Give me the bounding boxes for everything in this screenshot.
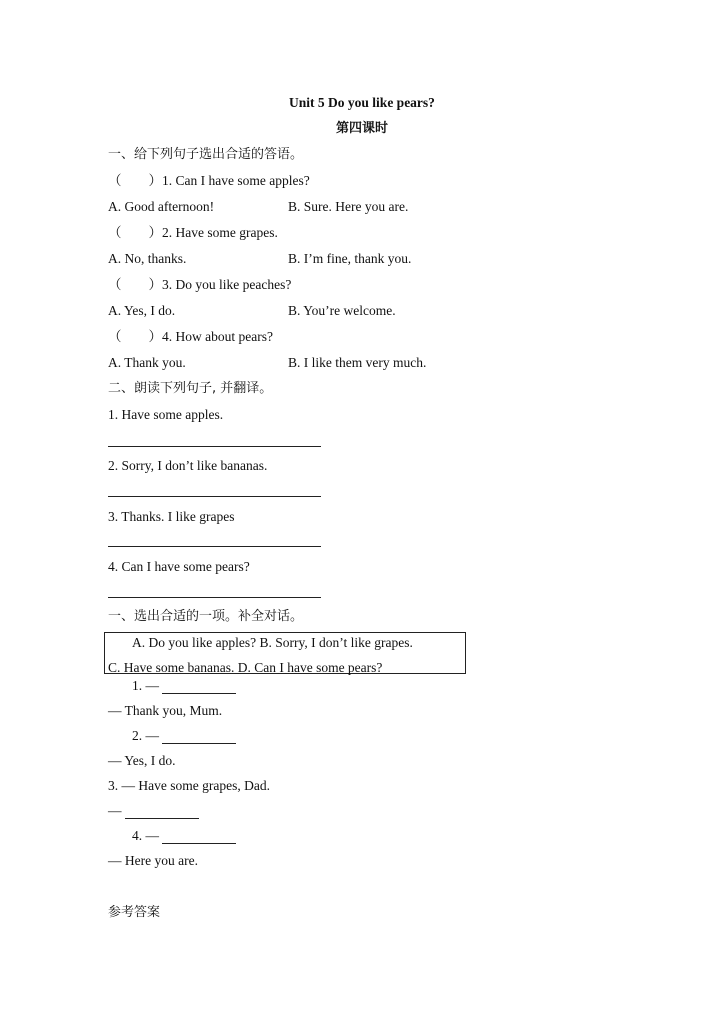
- question-2-options: [108, 251, 412, 267]
- dialog-3-prefix: —: [108, 803, 125, 818]
- question-3-option-a: A. Yes, I do.: [108, 303, 176, 318]
- dialog-4-blank[interactable]: [162, 830, 236, 844]
- question-1-stem: （ ）1. Can I have some apples?: [108, 173, 310, 188]
- question-4-options: [108, 355, 427, 371]
- dialog-4-question: [132, 828, 236, 844]
- dialog-2-prefix: 2. —: [132, 728, 163, 743]
- section3-heading: 一、选出合适的一项。补全对话。: [108, 609, 304, 624]
- question-3-option-b: B. You’re welcome.: [288, 303, 396, 318]
- question-1-option-a: A. Good afternoon!: [108, 199, 215, 214]
- dialog-1-answer: — Thank you, Mum.: [108, 703, 223, 718]
- translate-item-1: 1. Have some apples.: [108, 407, 224, 422]
- answer-line-2[interactable]: [108, 496, 321, 497]
- dialog-4-answer: — Here you are.: [108, 853, 198, 868]
- dialog-1-prefix: 1. —: [132, 678, 163, 693]
- options-box-line-1: A. Do you like apples? B. Sorry, I don’t like grapes.: [132, 635, 413, 650]
- question-4-option-a: A. Thank you.: [108, 355, 186, 370]
- dialog-1-blank[interactable]: [162, 680, 236, 694]
- dialog-3-blank[interactable]: [125, 805, 199, 819]
- question-2-stem: （ ）2. Have some grapes.: [108, 225, 278, 240]
- section1-heading: 一、给下列句子选出合适的答语。: [108, 147, 304, 162]
- dialog-1-question: [132, 678, 236, 694]
- translate-item-2: 2. Sorry, I don’t like bananas.: [108, 458, 268, 473]
- worksheet-title: Unit 5 Do you like pears?: [289, 95, 435, 110]
- question-3-stem: （ ）3. Do you like peaches?: [108, 277, 292, 292]
- options-box-line-2: C. Have some bananas. D. Can I have some pears?: [108, 660, 383, 675]
- question-4-option-b: B. I like them very much.: [288, 355, 427, 370]
- question-2-option-a: A. No, thanks.: [108, 251, 187, 266]
- answer-line-1[interactable]: [108, 446, 321, 447]
- translate-item-4: 4. Can I have some pears?: [108, 559, 250, 574]
- dialog-3-answer: [108, 803, 199, 819]
- answer-line-3[interactable]: [108, 546, 321, 547]
- dialog-3-question: 3. — Have some grapes, Dad.: [108, 778, 270, 793]
- dialog-2-question: [132, 728, 236, 744]
- translate-item-3: 3. Thanks. I like grapes: [108, 509, 235, 524]
- question-4-stem: （ ）4. How about pears?: [108, 329, 273, 344]
- section2-heading: 二、朗读下列句子, 并翻译。: [108, 381, 273, 396]
- answers-heading: 参考答案: [108, 905, 161, 920]
- question-3-options: [108, 303, 396, 319]
- question-1-options: [108, 199, 409, 215]
- question-1-option-b: B. Sure. Here you are.: [288, 199, 409, 214]
- answer-line-4[interactable]: [108, 597, 321, 598]
- dialog-4-prefix: 4. —: [132, 828, 163, 843]
- lesson-subtitle: 第四课时: [335, 121, 388, 136]
- question-2-option-b: B. I’m fine, thank you.: [288, 251, 412, 266]
- dialog-2-answer: — Yes, I do.: [108, 753, 176, 768]
- dialog-2-blank[interactable]: [162, 730, 236, 744]
